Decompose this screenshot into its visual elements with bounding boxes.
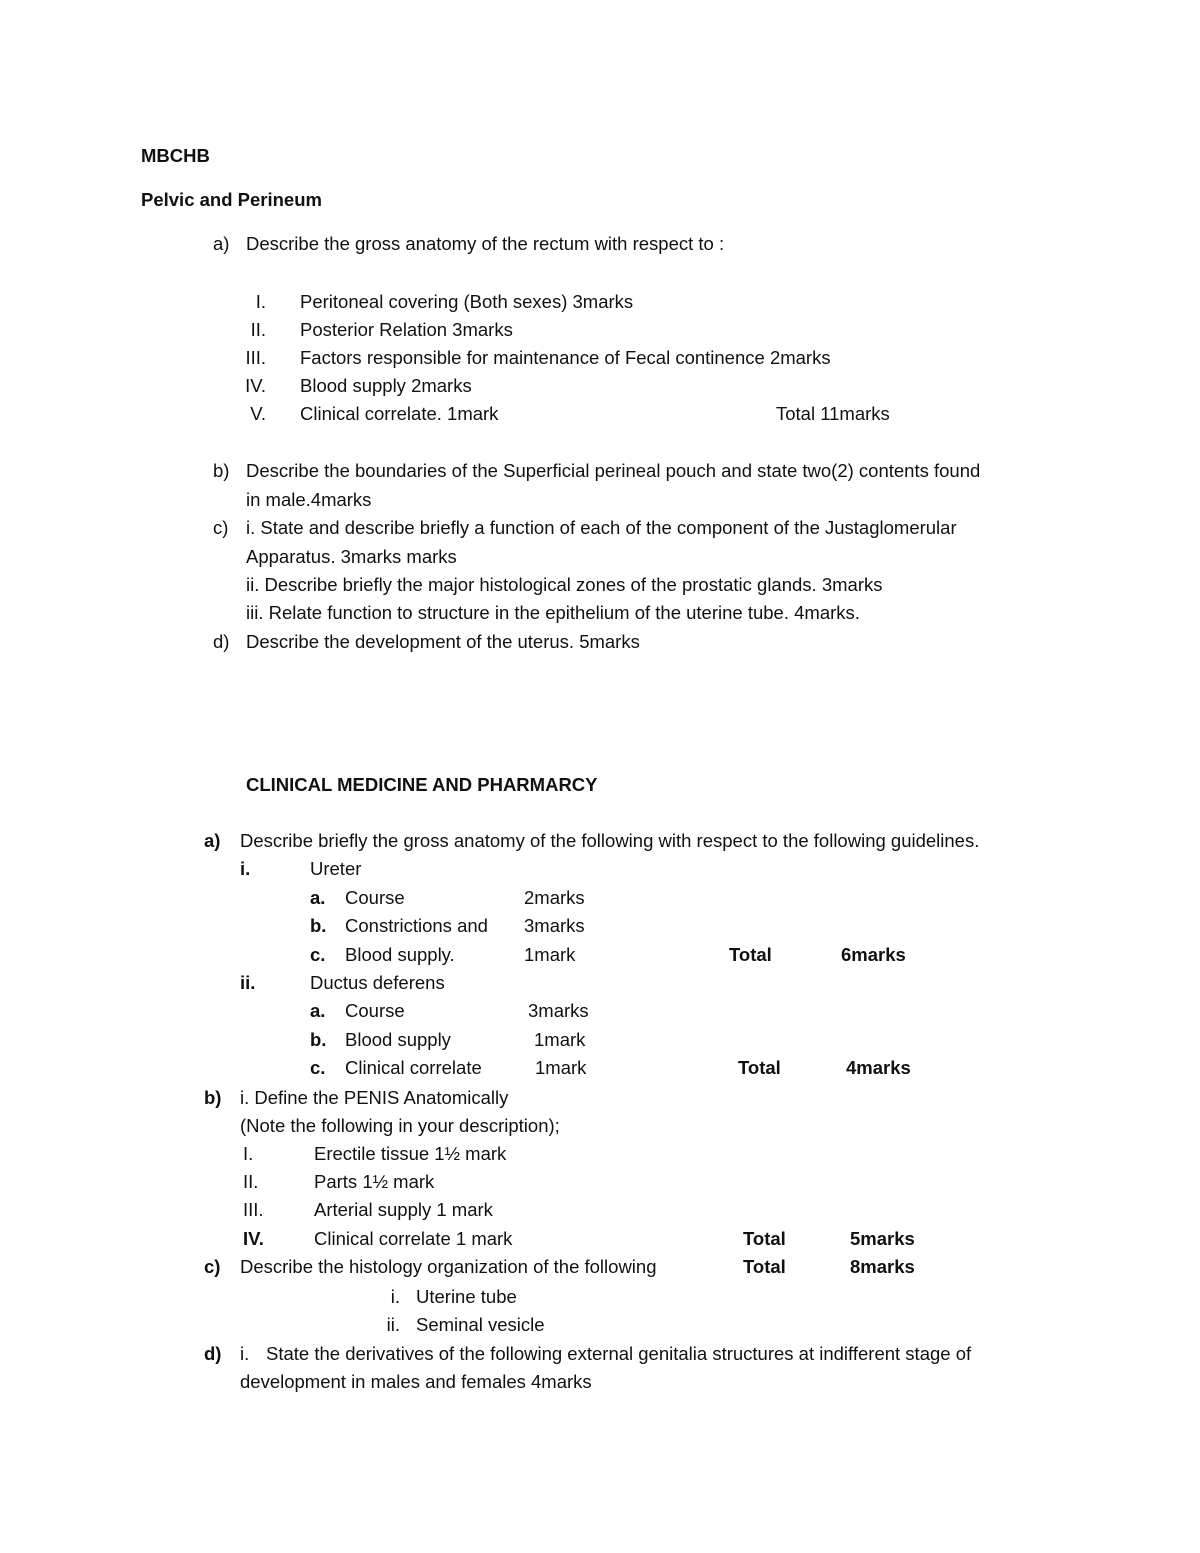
row-label: Course <box>345 887 405 908</box>
row-marks: 3marks <box>528 1000 589 1021</box>
question-note: (Note the following in your description); <box>240 1115 560 1136</box>
item-marker: i. <box>390 1286 400 1307</box>
total-label: Total <box>738 1057 781 1078</box>
item-text: Arterial supply 1 mark <box>314 1199 493 1220</box>
item-marker: I. <box>255 291 266 312</box>
item-text: Blood supply 2marks <box>300 375 472 396</box>
row-marker: a. <box>310 887 326 908</box>
item-marker: IV. <box>245 375 266 396</box>
question-text: Describe briefly the gross anatomy of the following with respect to the following guidelines. <box>240 830 980 851</box>
row-marker: a. <box>310 1000 326 1021</box>
sub-question-text: iii. Relate function to structure in the epithelium of the uterine tube. 4marks. <box>246 602 860 623</box>
item-text: Parts 1½ mark <box>314 1171 435 1192</box>
question-text: i. Define the PENIS Anatomically <box>240 1087 509 1108</box>
row-label: Clinical correlate <box>345 1057 482 1078</box>
row-marks: 3marks <box>524 915 585 936</box>
sub-question-marker: i. <box>240 858 251 879</box>
question-marker: c) <box>213 517 229 538</box>
item-marker: I. <box>243 1143 254 1164</box>
item-marker: II. <box>243 1171 259 1192</box>
question-text-continued: Apparatus. 3marks marks <box>246 546 457 567</box>
row-label: Blood supply <box>345 1029 451 1050</box>
row-marks: 1mark <box>535 1057 587 1078</box>
item-text: Factors responsible for maintenance of Fecal continence 2marks <box>300 347 831 368</box>
row-label: Course <box>345 1000 405 1021</box>
row-marker: b. <box>310 1029 327 1050</box>
question-marker: b) <box>204 1087 222 1108</box>
row-label: Blood supply. <box>345 944 455 965</box>
question-text: Describe the gross anatomy of the rectum with respect to : <box>246 233 725 254</box>
total-label: Total <box>743 1256 786 1277</box>
question-text: Describe the boundaries of the Superficial perineal pouch and state two(2) contents found <box>246 460 981 481</box>
sub-question-title: Ureter <box>310 858 362 879</box>
section-title-clinical-medicine: CLINICAL MEDICINE AND PHARMARCY <box>246 774 598 795</box>
row-marker: b. <box>310 915 327 936</box>
total-value: 4marks <box>846 1057 911 1078</box>
row-marker: c. <box>310 944 326 965</box>
section-title-pelvic-perineum: Pelvic and Perineum <box>141 189 322 210</box>
item-text: Seminal vesicle <box>416 1314 545 1335</box>
item-marker: ii. <box>386 1314 400 1335</box>
total-label: Total <box>743 1228 786 1249</box>
item-marker: III. <box>243 1199 264 1220</box>
item-marker: IV. <box>243 1228 264 1249</box>
item-marker: III. <box>245 347 266 368</box>
course-title: MBCHB <box>141 145 210 166</box>
question-marker: b) <box>213 460 230 481</box>
question-text-continued: in male.4marks <box>246 489 372 510</box>
item-text: Clinical correlate. 1mark <box>300 403 499 424</box>
row-marks: 1mark <box>524 944 576 965</box>
row-marks: 1mark <box>534 1029 586 1050</box>
item-text: Erectile tissue 1½ mark <box>314 1143 507 1164</box>
total-value: 5marks <box>850 1228 915 1249</box>
item-marker: V. <box>250 403 266 424</box>
question-text: i. State and describe briefly a function of each of the component of the Justaglomerular <box>246 517 957 538</box>
total-marks: Total 11marks <box>776 403 890 424</box>
item-text: Peritoneal covering (Both sexes) 3marks <box>300 291 634 312</box>
sub-question-text: ii. Describe briefly the major histological zones of the prostatic glands. 3marks <box>246 574 883 595</box>
question-text-continued: development in males and females 4marks <box>240 1371 592 1392</box>
question-text: Describe the histology organization of the following <box>240 1256 657 1277</box>
item-text: Uterine tube <box>416 1286 517 1307</box>
sub-question-title: Ductus deferens <box>310 972 445 993</box>
question-marker: d) <box>204 1343 222 1364</box>
total-label: Total <box>729 944 772 965</box>
total-value: 8marks <box>850 1256 915 1277</box>
total-value: 6marks <box>841 944 906 965</box>
question-marker: d) <box>213 631 230 652</box>
question-marker: a) <box>213 233 230 254</box>
row-marker: c. <box>310 1057 326 1078</box>
item-text: Posterior Relation 3marks <box>300 319 513 340</box>
question-marker: a) <box>204 830 221 851</box>
sub-question-marker: i. <box>240 1343 250 1364</box>
sub-question-marker: ii. <box>240 972 256 993</box>
question-text: State the derivatives of the following external genitalia structures at indifferent stage of <box>266 1343 972 1364</box>
row-marks: 2marks <box>524 887 585 908</box>
item-marker: II. <box>250 319 266 340</box>
item-text: Clinical correlate 1 mark <box>314 1228 513 1249</box>
row-label: Constrictions and <box>345 915 488 936</box>
question-marker: c) <box>204 1256 221 1277</box>
question-text: Describe the development of the uterus. 5marks <box>246 631 640 652</box>
